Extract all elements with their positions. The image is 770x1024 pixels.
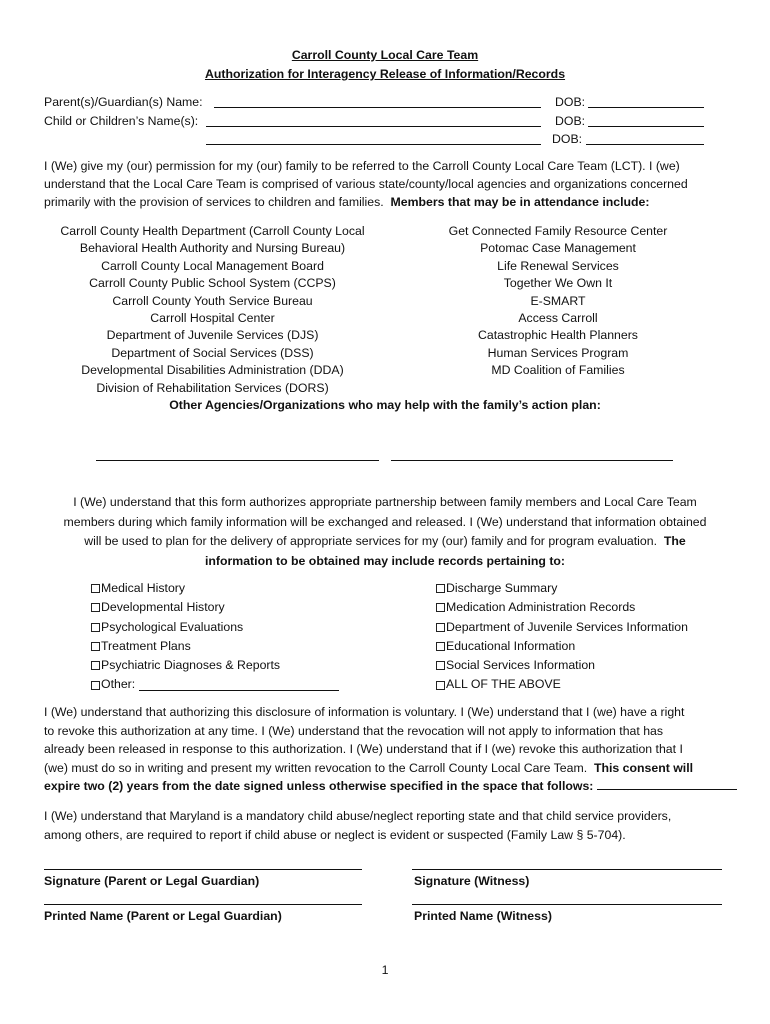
- maryland-line-1: I (We) understand that Maryland is a mandatory child abuse/neglect reporting state and that child service providers,: [44, 809, 672, 823]
- left-member-item: Carroll County Local Management Board: [101, 258, 324, 273]
- record-checkbox-item[interactable]: [436, 598, 688, 617]
- left-member-item: Behavioral Health Authority and Nursing Bureau): [79, 241, 346, 256]
- records-right-list: [436, 579, 688, 695]
- child2-dob-label: DOB:: [552, 132, 583, 146]
- checkbox-label: Treatment Plans: [101, 638, 191, 653]
- checkbox-label: Department of Juvenile Services Information: [446, 619, 688, 634]
- child2-dob-field[interactable]: [586, 144, 704, 145]
- members-left-list: [40, 223, 385, 397]
- child-name-label: Child or Children’s Name(s):: [44, 114, 199, 128]
- witness-signature-field[interactable]: [412, 869, 722, 870]
- intro-line-2: understand that the Local Care Team is comprised of various state/county/local agencies and organizations concerned: [44, 177, 688, 191]
- expiry-date-field[interactable]: [597, 777, 737, 790]
- maryland-paragraph: [44, 807, 728, 845]
- checkbox[interactable]: [436, 623, 445, 632]
- checkbox[interactable]: [436, 661, 445, 670]
- witness-signature-label: Signature (Witness): [414, 874, 530, 888]
- members-heading: Members that may be in attendance include:: [390, 195, 650, 209]
- right-member-item: Human Services Program: [487, 345, 629, 360]
- left-member-item: Carroll County Youth Service Bureau: [112, 293, 313, 308]
- record-checkbox-item[interactable]: [91, 598, 339, 617]
- checkbox[interactable]: [91, 642, 100, 651]
- voluntary-line-2: to revoke this authorization at any time. I (We) understand that the revocation will not apply to information that has: [44, 723, 664, 738]
- child-name-field[interactable]: [206, 126, 541, 127]
- voluntary-line-3: already been released in response to this authorization. I (We) understand that if I (we) revoke this authorization that I: [44, 742, 683, 757]
- record-checkbox-item[interactable]: [91, 579, 339, 598]
- parent-signature-label: Signature (Parent or Legal Guardian): [44, 874, 260, 888]
- checkbox-label: Medication Administration Records: [446, 600, 636, 615]
- record-checkbox-item[interactable]: [91, 637, 339, 656]
- child-dob-field[interactable]: [588, 126, 704, 127]
- checkbox-label: Educational Information: [446, 638, 576, 653]
- form-title: Carroll County Local Care Team: [291, 48, 479, 62]
- record-checkbox-item[interactable]: [91, 656, 339, 675]
- page-number: 1: [381, 963, 389, 977]
- right-member-item: MD Coalition of Families: [491, 363, 625, 378]
- right-member-item: Life Renewal Services: [497, 258, 619, 273]
- checkbox[interactable]: [91, 584, 100, 593]
- record-checkbox-item[interactable]: [436, 656, 688, 675]
- intro-paragraph: [44, 157, 728, 211]
- intro-line-3: [44, 193, 728, 211]
- witness-printed-name-label: Printed Name (Witness): [414, 909, 552, 923]
- left-member-item: Department of Social Services (DSS): [111, 345, 314, 360]
- parent-name-field[interactable]: [214, 107, 541, 108]
- form-subtitle: Authorization for Interagency Release of Information/Records: [204, 67, 566, 81]
- parent-printed-name-label: Printed Name (Parent or Legal Guardian): [44, 909, 282, 923]
- right-member-item: E-SMART: [530, 293, 586, 308]
- record-checkbox-item[interactable]: [91, 675, 339, 694]
- checkbox[interactable]: [91, 681, 100, 690]
- checkbox[interactable]: [91, 661, 100, 670]
- checkbox-label: Psychological Evaluations: [101, 619, 244, 634]
- right-member-item: Potomac Case Management: [480, 241, 636, 256]
- partnership-line-2: members during which family information will be exchanged and released. I (We) understand that information obtained: [63, 514, 707, 529]
- parent-signature-field[interactable]: [44, 869, 362, 870]
- voluntary-line-4-text: (we) must do so in writing and present my written revocation to the Carroll County Local Care Team.: [44, 760, 588, 775]
- left-member-item: Carroll Hospital Center: [150, 311, 275, 326]
- right-member-item: Get Connected Family Resource Center: [448, 224, 668, 238]
- partnership-line-1: I (We) understand that this form authorizes appropriate partnership between family members and Local Care Team: [73, 495, 697, 509]
- right-member-item: Together We Own It: [503, 276, 613, 291]
- records-heading: information to be obtained may include records pertaining to:: [204, 553, 566, 568]
- checkbox[interactable]: [436, 681, 445, 690]
- checkbox[interactable]: [91, 603, 100, 612]
- expiry-statement: expire two (2) years from the date signed unless otherwise specified in the space that follows:: [44, 779, 594, 794]
- checkbox[interactable]: [436, 603, 445, 612]
- voluntary-line-5: [44, 777, 728, 796]
- parent-dob-label: DOB:: [555, 95, 586, 109]
- child-dob-label: DOB:: [555, 114, 586, 128]
- checkbox-label: Discharge Summary: [446, 581, 558, 595]
- intro-line-3-text: primarily with the provision of services to children and families.: [44, 195, 384, 209]
- maryland-line-2: among others, are required to report if child abuse or neglect is evident or suspected (Family Law § 5-704).: [44, 828, 626, 842]
- left-member-item: Division of Rehabilitation Services (DORS): [96, 380, 329, 395]
- witness-printed-name-field[interactable]: [412, 904, 722, 905]
- checkbox-label: Social Services Information: [446, 658, 595, 673]
- checkbox-label: Developmental History: [101, 600, 225, 615]
- other-record-field[interactable]: [139, 679, 339, 691]
- checkbox-label: ALL OF THE ABOVE: [446, 677, 561, 692]
- left-member-item: Carroll County Public School System (CCPS): [89, 276, 336, 291]
- parent-name-label: Parent(s)/Guardian(s) Name:: [44, 95, 203, 109]
- partnership-line-3-bold: The: [663, 534, 686, 548]
- voluntary-line-4: [44, 759, 728, 778]
- partnership-paragraph: [0, 493, 770, 571]
- partnership-line-3-text: will be used to plan for the delivery of appropriate services for my (our) family and for program evaluation.: [84, 534, 658, 548]
- left-member-item: Developmental Disabilities Administration (DDA): [81, 363, 344, 378]
- record-checkbox-item[interactable]: [436, 618, 688, 637]
- parent-printed-name-field[interactable]: [44, 904, 362, 905]
- checkbox[interactable]: [436, 642, 445, 651]
- left-member-item: Carroll County Health Department (Carroll County Local: [60, 224, 365, 238]
- child-name-field-2[interactable]: [206, 144, 541, 145]
- left-member-item: Department of Juvenile Services (DJS): [106, 328, 319, 343]
- partnership-line-3: [0, 532, 770, 552]
- right-member-item: Catastrophic Health Planners: [478, 328, 638, 343]
- intro-line-1: I (We) give my (our) permission for my (our) family to be referred to the Carroll County Local Care Team (LCT). I (we): [44, 159, 680, 173]
- record-checkbox-item[interactable]: [436, 637, 688, 656]
- other-agency-field-2[interactable]: [391, 460, 673, 461]
- other-agency-field-1[interactable]: [96, 460, 379, 461]
- other-agencies-heading: Other Agencies/Organizations who may help with the family’s action plan:: [169, 398, 601, 412]
- parent-dob-field[interactable]: [588, 107, 704, 108]
- record-checkbox-item[interactable]: [436, 675, 688, 694]
- record-checkbox-item[interactable]: [91, 618, 339, 637]
- checkbox-label: Psychiatric Diagnoses & Reports: [101, 658, 281, 673]
- right-member-item: Access Carroll: [518, 311, 598, 326]
- checkbox[interactable]: [91, 623, 100, 632]
- records-left-list: [91, 579, 339, 695]
- voluntary-line-1: I (We) understand that authorizing this disclosure of information is voluntary. I (We) understand that I (we) have a right: [44, 705, 685, 719]
- checkbox[interactable]: [436, 584, 445, 593]
- members-right-list: [400, 223, 716, 380]
- record-checkbox-item[interactable]: [436, 579, 688, 598]
- voluntary-line-4-bold: This consent will: [593, 760, 694, 775]
- voluntary-paragraph: [44, 703, 728, 796]
- checkbox-label: Medical History: [101, 581, 186, 595]
- checkbox-label: Other:: [101, 677, 136, 692]
